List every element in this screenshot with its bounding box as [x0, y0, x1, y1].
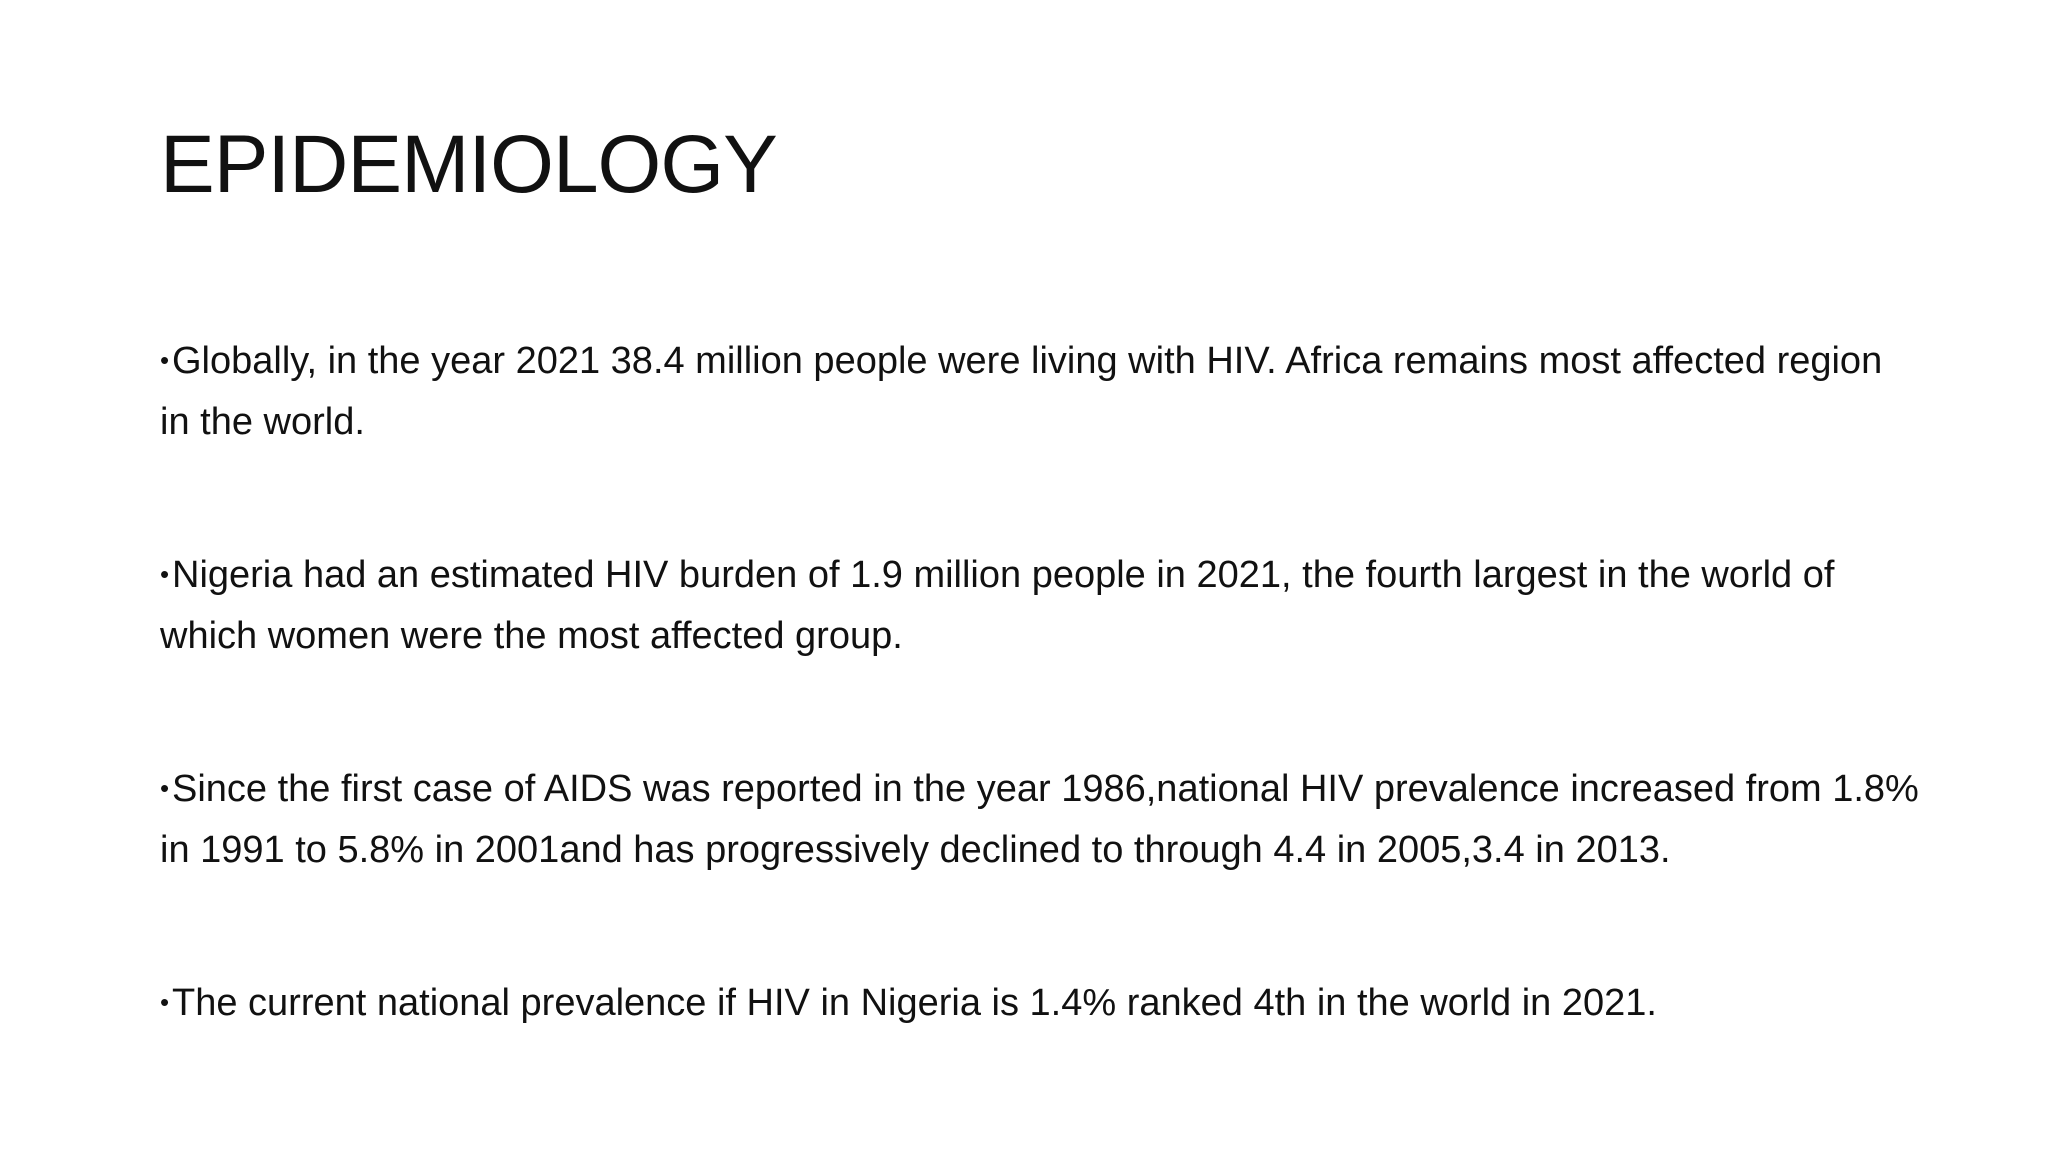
bullet-icon: • [160, 559, 170, 589]
bullet-text: The current national prevalence if HIV in Nigeria is 1.4% ranked 4th in the world in 2021. [172, 982, 1657, 1024]
bullet-icon: • [160, 987, 170, 1017]
bullet-icon: • [160, 773, 170, 803]
bullet-text: Since the first case of AIDS was reported in the year 1986,national HIV prevalence increased from 1.8% in 1991 to 5.8% in 2001and has progressively declined to through 4.4 in 2005,3.4 in 2013. [160, 768, 1919, 871]
bullet-icon: • [160, 345, 170, 375]
bullet-item [160, 544, 1920, 667]
bullet-list [160, 330, 1920, 1034]
bullet-item [160, 330, 1920, 453]
bullet-item [160, 972, 1920, 1034]
bullet-text: Globally, in the year 2021 38.4 million people were living with HIV. Africa remains most affected region in the world. [160, 340, 1883, 443]
slide-title: EPIDEMIOLOGY [160, 119, 777, 210]
bullet-item [160, 758, 1920, 881]
bullet-text: Nigeria had an estimated HIV burden of 1.9 million people in 2021, the fourth largest in the world of which women were the most affected group. [160, 554, 1835, 657]
